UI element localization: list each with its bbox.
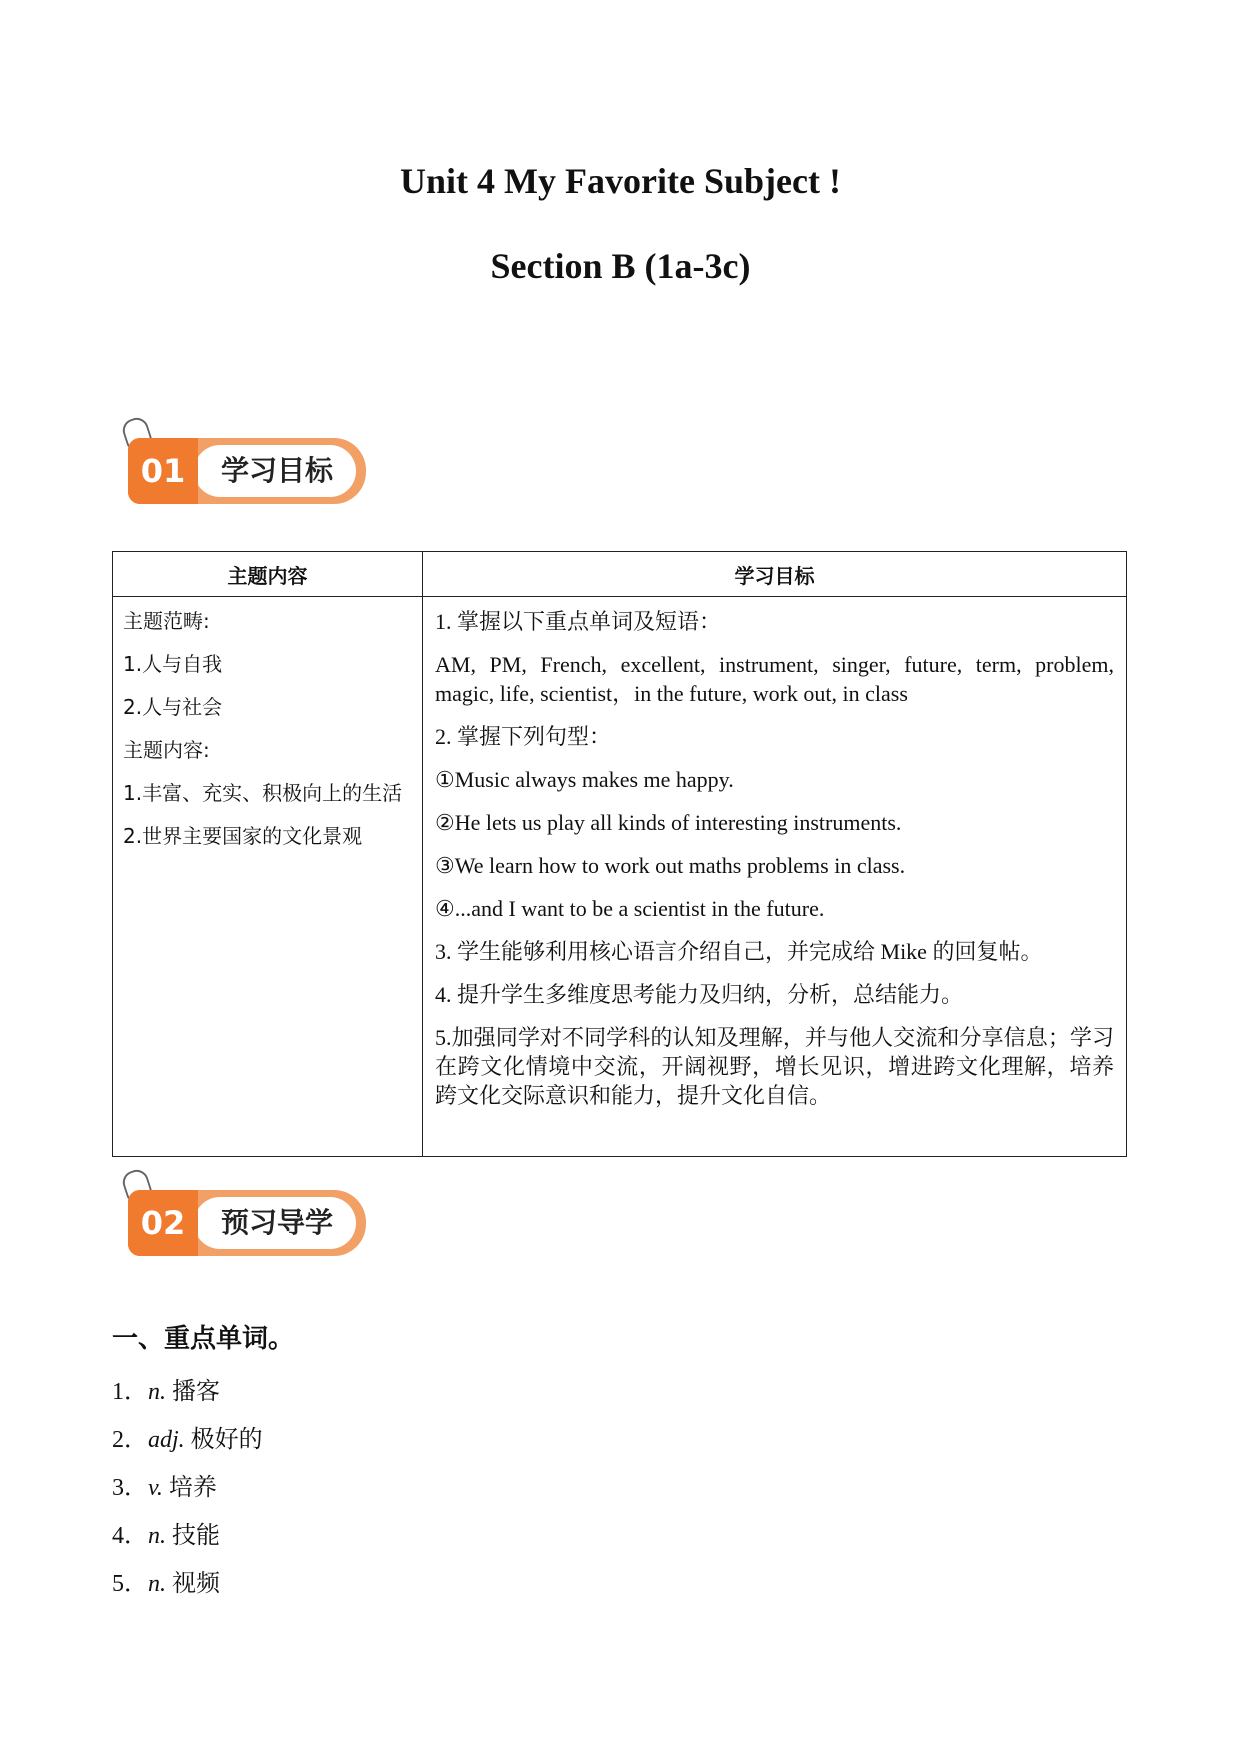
badge-label: 学习目标 xyxy=(220,454,333,487)
table-header-row xyxy=(113,552,1127,597)
item-number: 2． xyxy=(112,1427,148,1453)
item-number: 5． xyxy=(112,1571,148,1597)
goal-line: 2. 掌握下列句型： xyxy=(435,724,612,749)
meaning: 培养 xyxy=(162,1475,217,1501)
badge-number: 01 xyxy=(128,438,198,504)
list-item xyxy=(112,1570,263,1618)
goal-line: ④...and I want to be a scientist in the future. xyxy=(435,896,825,921)
table-row xyxy=(113,597,1127,1157)
header-topic: 主题内容 xyxy=(113,552,423,597)
goal-line: ①Music always makes me happy. xyxy=(435,767,734,792)
goal-line: ②He lets us play all kinds of interesting instruments. xyxy=(435,810,902,835)
meaning: 技能 xyxy=(166,1523,220,1549)
part-of-speech: adj. xyxy=(148,1427,185,1453)
meaning: 极好的 xyxy=(184,1427,263,1453)
part-of-speech: n. xyxy=(148,1379,166,1405)
goal-line: 3. 学生能够利用核心语言介绍自己，并完成给 Mike 的回复帖。 xyxy=(435,939,1043,964)
goal-line: 1. 掌握以下重点单词及短语： xyxy=(435,609,722,634)
badge-label: 预习导学 xyxy=(220,1206,333,1239)
part-of-speech: n. xyxy=(148,1571,166,1597)
header-goals: 学习目标 xyxy=(423,552,1127,597)
vocab-heading: 一、重点单词。 xyxy=(112,1324,295,1354)
topic-line: 1.丰富、充实、积极向上的生活 xyxy=(123,781,403,805)
meaning: 播客 xyxy=(166,1379,220,1405)
item-number: 4． xyxy=(112,1523,148,1549)
goal-line: ③We learn how to work out maths problems in class. xyxy=(435,853,906,878)
topic-line: 2.人与社会 xyxy=(123,695,223,719)
unit-title: Unit 4 My Favorite Subject ! xyxy=(400,161,841,201)
goal-line: 5.加强同学对不同学科的认知及理解，并与他人交流和分享信息；学习在跨文化情境中交流，开阔视野，增长见识，增进跨文化理解，培养跨文化交际意识和能力，提升文化自信。 xyxy=(435,1025,1114,1108)
topic-line: 主题内容: xyxy=(123,738,210,762)
vocab-list xyxy=(112,1378,263,1618)
part-of-speech: n. xyxy=(148,1523,166,1549)
part-of-speech: v. xyxy=(148,1475,163,1501)
section-badge-goals xyxy=(112,418,372,518)
badge-number: 02 xyxy=(128,1190,198,1256)
goal-line: AM, PM, French, excellent, instrument, singer, future, term, problem, magic, life, scientist，in the future, work out, in class xyxy=(435,652,1114,706)
topic-line: 2.世界主要国家的文化景观 xyxy=(123,824,363,848)
section-title: Section B (1a-3c) xyxy=(490,246,751,286)
list-item xyxy=(112,1426,263,1474)
topic-line: 1.人与自我 xyxy=(123,652,223,676)
list-item xyxy=(112,1522,263,1570)
topic-cell xyxy=(113,597,423,1157)
item-number: 1． xyxy=(112,1379,148,1405)
topic-line: 主题范畴: xyxy=(123,609,210,633)
goals-cell xyxy=(423,597,1127,1157)
section-badge-preview xyxy=(112,1170,372,1270)
item-number: 3． xyxy=(112,1475,148,1501)
meaning: 视频 xyxy=(166,1571,220,1597)
goal-line: 4. 提升学生多维度思考能力及归纳，分析，总结能力。 xyxy=(435,982,964,1007)
goals-table xyxy=(112,551,1127,1157)
list-item xyxy=(112,1378,263,1426)
list-item xyxy=(112,1474,263,1522)
